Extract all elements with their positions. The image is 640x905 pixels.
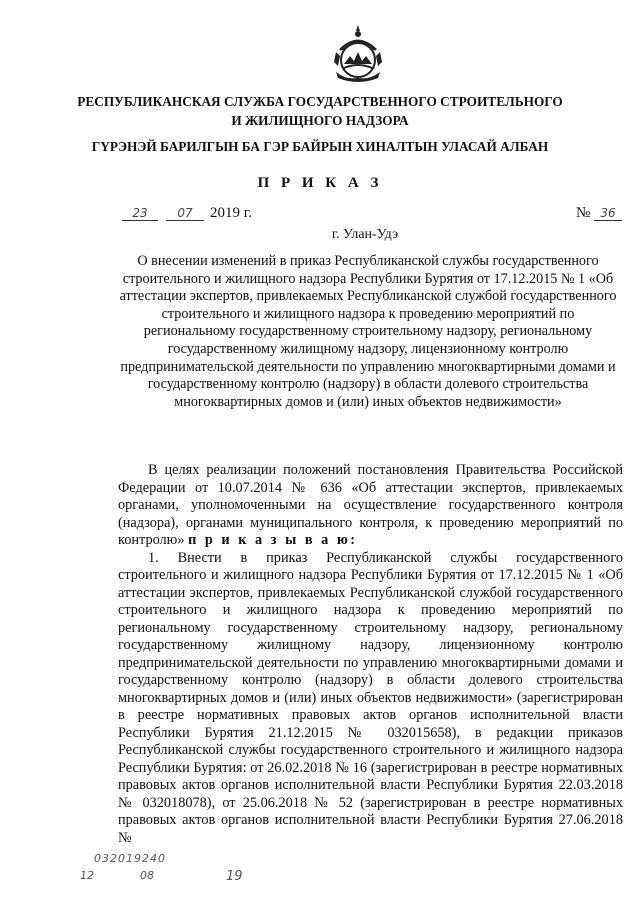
preamble-paragraph [118, 462, 623, 550]
date-year: 2019 г. [210, 205, 252, 221]
date-day-handwritten: 23 [122, 206, 158, 221]
order-number-handwritten: 36 [594, 206, 622, 221]
city: г. Улан-Удэ [331, 227, 399, 242]
footer-year: 19 [226, 869, 243, 884]
order-command: п р и к а з ы в а ю: [188, 532, 358, 548]
agency-name-buryat: ГҮРЭНЭЙ БАРИЛГЫН БА ГЭР БАЙРЫН ХИНАЛТЫН УЛАСАЙ АЛБАН [91, 139, 549, 154]
order-number [576, 205, 622, 222]
agency-name-line-1: РЕСПУБЛИКАНСКАЯ СЛУЖБА ГОСУДАРСТВЕННОГО СТРОИТЕЛЬНОГО [77, 94, 563, 109]
footer-reg-number: 032019240 [94, 852, 166, 865]
number-sign: № [575, 205, 591, 221]
coat-of-arms-emblem [330, 22, 386, 84]
date-month-handwritten: 07 [166, 206, 204, 221]
preamble-text: В целях реализации положений постановления Правительства Российской Федерации от 10.07.2014 № 636 «Об аттестации экспертов, привлекаемых органами, уполномоченными на осуществление государственного контроля (надзора), органами муниципального контроля, к проведению мероприятий по контролю» [118, 462, 623, 548]
date-number-line [122, 205, 622, 222]
document-body [118, 462, 623, 847]
document-type-title: П Р И К А З [257, 175, 383, 191]
footer-day: 12 [80, 869, 94, 882]
order-subject-title: О внесении изменений в приказ Республиканской службы государственного строительного и жилищного надзора Республики Бурятия от 17.12.2015 № 1 «Об аттестации экспертов, привлекаемых Республиканской службой государственного строительного и жилищного надзора к проведению мероприятий по региональному государственному строительному надзору, региональному государственному жилищному надзору, лицензионному контролю предпринимательской деятельности по управлению многоквартирными домами и государственному контролю (надзору) в области долевого строительства многоквартирных домов и (или) иных объектов недвижимости» [119, 253, 617, 410]
footer-month: 08 [140, 869, 154, 882]
item-1-paragraph: 1. Внести в приказ Республиканской службы государственного строительного и жилищного надзора Республики Бурятия от 17.12.2015 № 1 «Об аттестации экспертов, привлекаемых Республиканской службой государственного строительного и жилищного надзора к проведению мероприятий по региональному государственному строительному надзору, региональному государственному жилищному надзору, лицензионному контролю предпринимательской деятельности по управлению многоквартирными домами и государственному контролю (надзору) в области долевого строительства многоквартирных домов и (или) иных объектов недвижимости» (зарегистрирован в реестре нормативных правовых актов органов исполнительной власти Республики Бурятия 21.12.2015 № 032015658), в редакции приказов Республиканской службы государственного строительного и жилищного надзора Республики Бурятия: от 26.02.2018 № 16 (зарегистрирован в реестре нормативных правовых актов органов исполнительной власти Республики Бурятия 22.03.2018 № 032018078), от 25.06.2018 № 52 (зарегистрирован в реестре нормативных правовых актов органов исполнительной власти Республики Бурятия 27.06.2018 № [118, 549, 623, 846]
agency-name-line-2: И ЖИЛИЩНОГО НАДЗОРА [231, 113, 409, 128]
